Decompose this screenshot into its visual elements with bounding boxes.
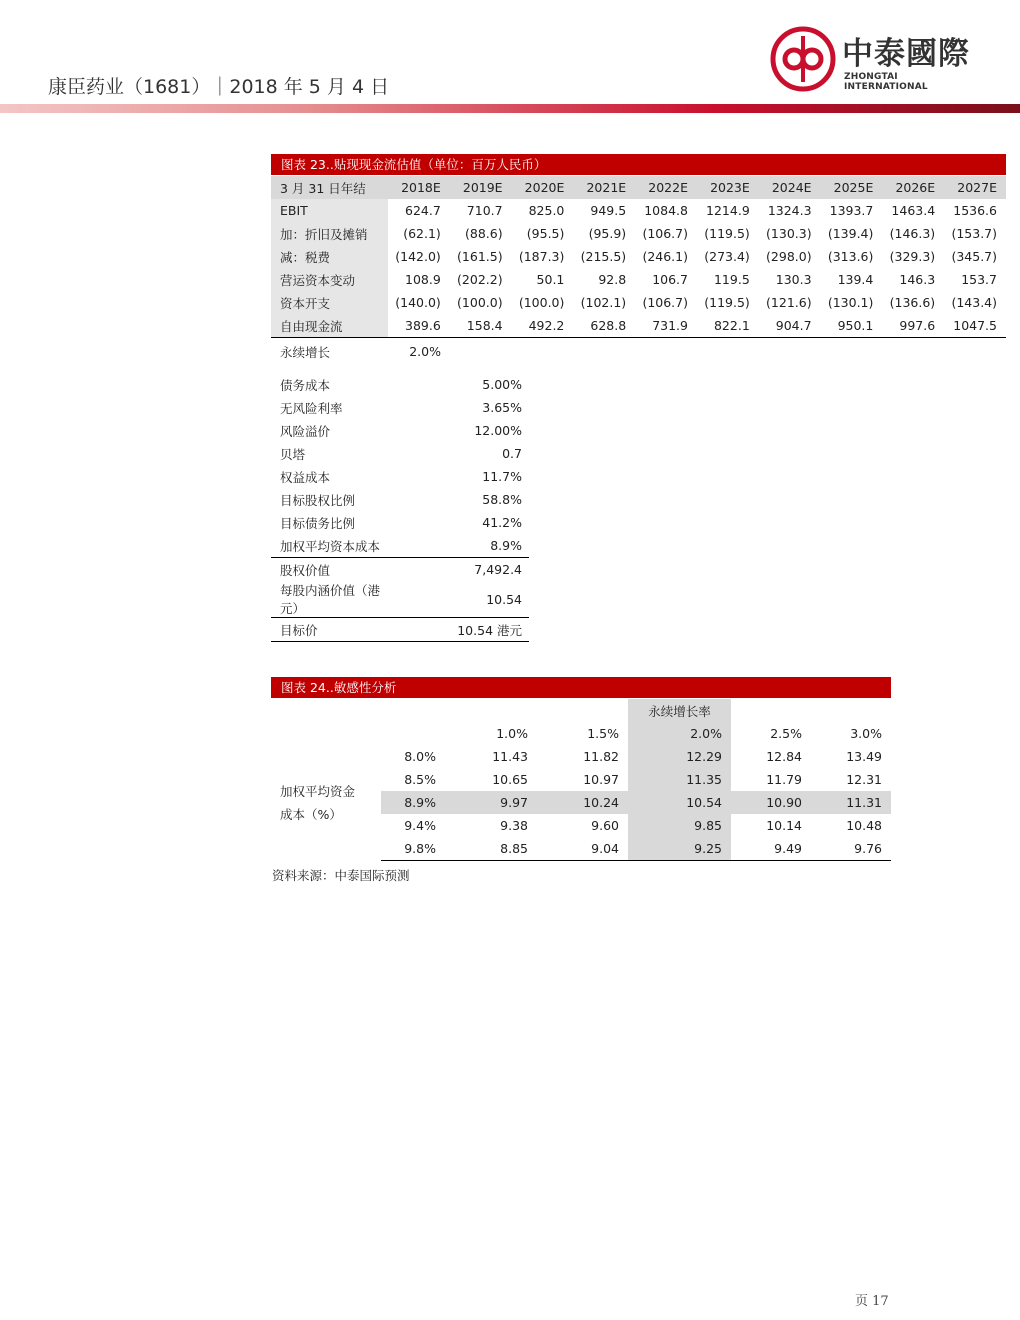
wacc-rate: 8.0% <box>404 749 436 764</box>
target-price-value: 10.54 港元 <box>388 618 529 642</box>
dcf-cell: (273.4) <box>704 249 750 264</box>
intrinsic-value-row <box>271 581 529 618</box>
growth-rate-header: 2.0% <box>628 722 731 745</box>
dcf-year-header: 2022E <box>635 176 697 199</box>
dcf-cell: 1324.3 <box>767 203 812 218</box>
sensitivity-cell: 11.82 <box>583 749 619 764</box>
wacc-label: 无风险利率 <box>280 400 343 416</box>
fig24-title: 图表 24..敏感性分析 <box>271 677 891 698</box>
dcf-cell: (246.1) <box>642 249 688 264</box>
sensitivity-row <box>271 745 891 768</box>
wacc-table <box>271 340 529 642</box>
wacc-value: 58.8% <box>482 492 522 507</box>
dcf-cell: (130.1) <box>827 295 874 310</box>
dcf-cell: (139.4) <box>827 226 874 241</box>
dcf-cell: (187.3) <box>518 249 565 264</box>
dcf-cell: (119.5) <box>704 226 750 241</box>
header-divider-bar <box>0 104 1020 113</box>
wacc-label: 风险溢价 <box>280 423 331 439</box>
sensitivity-cell: 12.29 <box>628 745 731 768</box>
dcf-cell: (298.0) <box>766 249 812 264</box>
dcf-cell: 50.1 <box>536 272 565 287</box>
wacc-label: 权益成本 <box>280 469 331 485</box>
growth-rate-header: 1.5% <box>587 726 619 741</box>
wacc-value: 3.65% <box>482 400 522 415</box>
sensitivity-cell: 9.60 <box>591 818 619 833</box>
sensitivity-table <box>271 699 891 861</box>
dcf-header-row <box>271 176 1006 199</box>
dcf-cell: 1047.5 <box>944 314 1006 338</box>
wacc-axis-label <box>271 745 381 861</box>
wacc-row <box>271 465 529 488</box>
dcf-year-header: 2026E <box>882 176 944 199</box>
dcf-cell: 997.6 <box>882 314 944 338</box>
sensitivity-cell: 10.54 <box>628 791 731 814</box>
sensitivity-cell: 10.65 <box>492 772 528 787</box>
dcf-cell: (202.2) <box>457 272 503 287</box>
dcf-cell: 92.8 <box>598 272 627 287</box>
dcf-row <box>271 245 1006 268</box>
dcf-cell: 1393.7 <box>829 203 874 218</box>
sensitivity-cell: 9.25 <box>628 837 731 861</box>
wacc-value: 5.00% <box>482 377 522 392</box>
growth-rate-header-row <box>271 722 891 745</box>
sensitivity-cell: 9.85 <box>628 814 731 837</box>
dcf-year-header: 2021E <box>573 176 635 199</box>
sensitivity-cell: 10.24 <box>537 791 628 814</box>
intrinsic-value-value: 10.54 <box>388 581 529 618</box>
dcf-row-label: 加：折旧及摊销 <box>271 222 388 245</box>
dcf-row <box>271 268 1006 291</box>
dcf-cell: 130.3 <box>775 272 812 287</box>
dcf-cell: (121.6) <box>766 295 812 310</box>
wacc-row <box>271 419 529 442</box>
dcf-cell: 731.9 <box>635 314 697 338</box>
sensitivity-cell: 9.38 <box>500 818 528 833</box>
sensitivity-cell: 12.31 <box>846 772 882 787</box>
wacc-label: 目标债务比例 <box>280 515 356 531</box>
wacc-row <box>271 534 529 558</box>
wacc-label: 债务成本 <box>280 377 331 393</box>
sensitivity-cell: 8.85 <box>445 837 537 861</box>
dcf-cell: (345.7) <box>951 249 997 264</box>
wacc-value: 12.00% <box>474 423 522 438</box>
wacc-value: 41.2% <box>482 515 522 530</box>
sensitivity-cell: 10.97 <box>583 772 619 787</box>
dcf-year-header: 2018E <box>388 176 450 199</box>
sensitivity-axis-row <box>271 699 891 722</box>
perpetual-growth-label: 永续增长 <box>280 344 331 360</box>
dcf-cell: (100.0) <box>518 295 565 310</box>
dcf-cell: 949.5 <box>590 203 627 218</box>
dcf-cell: 904.7 <box>759 314 821 338</box>
wacc-rate: 9.4% <box>404 818 436 833</box>
fig23-title: 图表 23..贴现现金流估值（单位：百万人民币） <box>271 154 1006 175</box>
growth-rate-header: 1.0% <box>496 726 528 741</box>
dcf-cell: 492.2 <box>512 314 574 338</box>
sensitivity-cell: 9.49 <box>731 837 811 861</box>
wacc-value: 8.9% <box>490 538 522 553</box>
perpetual-growth-value: 2.0% <box>409 344 441 359</box>
dcf-cell: (88.6) <box>465 226 503 241</box>
wacc-label: 目标股权比例 <box>280 492 356 508</box>
sensitivity-cell: 11.31 <box>811 791 891 814</box>
source-note: 资料来源：中泰国际预测 <box>272 868 410 883</box>
company-logo <box>770 26 980 96</box>
growth-axis-label: 永续增长率 <box>628 699 731 722</box>
dcf-row-label: 营运资本变动 <box>271 268 388 291</box>
wacc-axis-label-line2: 成本（%） <box>280 806 342 822</box>
dcf-row-label: 资本开支 <box>271 291 388 314</box>
wacc-rate: 8.5% <box>404 772 436 787</box>
logo-text-en: ZHONGTAI INTERNATIONAL <box>844 72 928 92</box>
dcf-cell: (329.3) <box>889 249 936 264</box>
dcf-year-header: 2020E <box>512 176 574 199</box>
sensitivity-cell: 10.48 <box>846 818 882 833</box>
target-price-row <box>271 618 529 642</box>
wacc-row <box>271 373 529 396</box>
dcf-cell: 825.0 <box>528 203 565 218</box>
sensitivity-cell: 9.76 <box>811 837 891 861</box>
dcf-year-header: 2025E <box>821 176 883 199</box>
dcf-cell: (136.6) <box>889 295 936 310</box>
dcf-cell: 139.4 <box>837 272 874 287</box>
wacc-value: 11.7% <box>482 469 522 484</box>
dcf-cell: 108.9 <box>405 272 441 287</box>
dcf-year-header: 2027E <box>944 176 1006 199</box>
growth-rate-header: 2.5% <box>770 726 802 741</box>
dcf-cell: (140.0) <box>395 295 441 310</box>
dcf-row <box>271 199 1006 222</box>
dcf-cell: 822.1 <box>697 314 759 338</box>
dcf-cell: (100.0) <box>457 295 503 310</box>
sensitivity-cell: 12.84 <box>766 749 802 764</box>
dcf-cell: 389.6 <box>388 314 450 338</box>
dcf-cell: (215.5) <box>580 249 627 264</box>
dcf-cell: 1084.8 <box>644 203 688 218</box>
dcf-year-header: 2019E <box>450 176 512 199</box>
dcf-cell: (62.1) <box>403 226 441 241</box>
dcf-table <box>271 176 1006 338</box>
logo-text-cn: 中泰國際 <box>842 36 970 72</box>
dcf-row-label: EBIT <box>271 199 388 222</box>
dcf-row <box>271 314 1006 338</box>
sensitivity-cell: 11.43 <box>492 749 528 764</box>
dcf-year-header: 2024E <box>759 176 821 199</box>
dcf-header-label: 3 月 31 日年结 <box>271 176 388 199</box>
dcf-cell: 710.7 <box>466 203 503 218</box>
dcf-cell: 624.7 <box>405 203 441 218</box>
dcf-cell: (143.4) <box>951 295 997 310</box>
dcf-cell: (102.1) <box>580 295 627 310</box>
wacc-row <box>271 488 529 511</box>
wacc-axis-label-line1: 加权平均资金 <box>280 783 356 799</box>
dcf-cell: 106.7 <box>652 272 688 287</box>
wacc-label: 贝塔 <box>280 446 306 462</box>
wacc-row <box>271 396 529 419</box>
sensitivity-cell: 10.14 <box>766 818 802 833</box>
logo-emblem-icon <box>770 26 836 92</box>
dcf-cell: (95.9) <box>588 226 627 241</box>
dcf-cell: (142.0) <box>395 249 441 264</box>
dcf-cell: 146.3 <box>899 272 936 287</box>
wacc-rate: 9.8% <box>381 837 445 861</box>
sensitivity-cell: 10.90 <box>731 791 811 814</box>
report-title: 康臣药业（1681）｜2018 年 5 月 4 日 <box>48 76 390 98</box>
dcf-row <box>271 291 1006 314</box>
target-price-label: 目标价 <box>271 618 388 642</box>
wacc-row <box>271 511 529 534</box>
intrinsic-value-label: 每股内涵价值（港元） <box>271 581 388 618</box>
dcf-cell: (313.6) <box>827 249 874 264</box>
dcf-row-label: 减：税费 <box>271 245 388 268</box>
sensitivity-cell: 11.79 <box>766 772 802 787</box>
dcf-cell: 153.7 <box>961 272 997 287</box>
sensitivity-cell: 13.49 <box>846 749 882 764</box>
sensitivity-cell: 9.97 <box>445 791 537 814</box>
dcf-row <box>271 222 1006 245</box>
perpetual-growth-row <box>271 340 529 363</box>
dcf-cell: 158.4 <box>450 314 512 338</box>
growth-rate-header: 3.0% <box>850 726 882 741</box>
dcf-cell: (106.7) <box>642 295 688 310</box>
dcf-cell: (95.5) <box>526 226 565 241</box>
wacc-value: 0.7 <box>502 446 522 461</box>
dcf-cell: (119.5) <box>704 295 750 310</box>
equity-value-label: 股权价值 <box>271 558 388 582</box>
wacc-label: 加权平均资本成本 <box>280 538 381 554</box>
wacc-rate: 8.9% <box>381 791 445 814</box>
dcf-cell: 1214.9 <box>706 203 750 218</box>
dcf-cell: 119.5 <box>713 272 750 287</box>
sensitivity-cell: 9.04 <box>537 837 628 861</box>
dcf-cell: (153.7) <box>951 226 997 241</box>
equity-value-value: 7,492.4 <box>388 558 529 582</box>
dcf-row-label: 自由现金流 <box>271 314 388 338</box>
dcf-cell: 1463.4 <box>891 203 936 218</box>
dcf-cell: 950.1 <box>821 314 883 338</box>
wacc-row <box>271 442 529 465</box>
dcf-cell: (106.7) <box>642 226 688 241</box>
page-number: 页 17 <box>855 1294 889 1309</box>
dcf-year-header: 2023E <box>697 176 759 199</box>
dcf-cell: (161.5) <box>457 249 503 264</box>
dcf-cell: (146.3) <box>889 226 936 241</box>
dcf-cell: 1536.6 <box>953 203 997 218</box>
dcf-cell: 628.8 <box>573 314 635 338</box>
dcf-cell: (130.3) <box>766 226 812 241</box>
equity-value-row <box>271 558 529 582</box>
sensitivity-cell: 11.35 <box>628 768 731 791</box>
